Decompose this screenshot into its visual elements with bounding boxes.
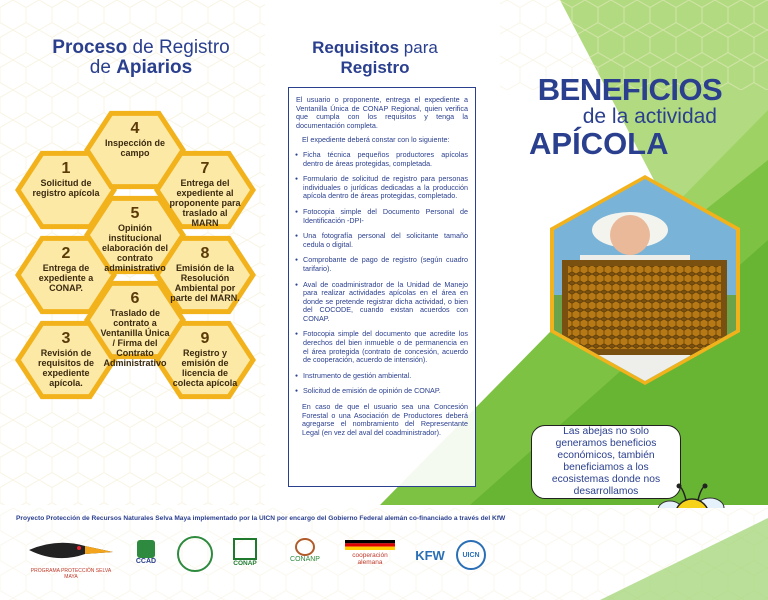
process-step-number: 1	[61, 160, 71, 177]
requirement-item: ● Solicitud de emisión de opinión de CONAP.	[296, 387, 468, 396]
process-step-number: 5	[130, 205, 140, 222]
benefits-title	[515, 74, 745, 160]
process-step-number: 2	[61, 245, 71, 262]
toucan-icon	[27, 536, 115, 566]
process-step-label: Traslado de contrato a Ventanilla Única / Firma del Contrato Administrativo	[100, 308, 170, 368]
process-step	[30, 330, 102, 388]
footer-credit: Proyecto Protección de Recursos Naturales Selva Maya implementado por la UICN por encargo del Gobierno Federal alemán co-financiado a través del KfW	[16, 515, 506, 522]
conanp-logo	[280, 538, 330, 563]
ccad-emblem-icon	[137, 540, 155, 558]
process-step-label: Opinión institucional elaboración del contrato administrativo	[101, 223, 169, 273]
kfw-logo-text: KFW	[415, 548, 445, 563]
requirements-title-line2: Registro	[340, 58, 410, 77]
ccad-logo	[128, 540, 164, 565]
process-step	[30, 245, 102, 293]
beekeeper-photo	[540, 175, 750, 385]
flag-icon	[345, 540, 395, 550]
requirements-intro: El usuario o proponente, entrega el expediente a Ventanilla Única de CONAP Regional, quien verifica que cumpla con los requisitos y tenga la documentación completa.	[296, 95, 468, 130]
process-step-label: Registro y emisión de licencia de colecta apícola	[172, 348, 238, 388]
seal-logo-icon	[175, 536, 215, 576]
requirements-list	[296, 151, 468, 396]
requirements-closing: En caso de que el usuario sea una Concesión Forestal o una Asociación de Productores deberá agregarse el nombramiento del Representante Legal (en vez del aval del coadministrador).	[302, 402, 468, 437]
process-step-number: 9	[200, 330, 210, 347]
process-step	[99, 205, 171, 273]
process-step-label: Revisión de requisitos de expediente apícola.	[37, 348, 94, 388]
process-title-word4: Apiarios	[116, 57, 193, 78]
process-step	[99, 290, 171, 368]
process-step	[169, 330, 241, 388]
requirement-item: ● Aval de coadministrador de la Unidad de Manejo para realizar actividades apícolas en el área en donde se pretende registrar dicha actividad, o bien del COCODE, cuando existan acuerdos con CONAP.	[296, 281, 468, 324]
selva-maya-logo	[26, 536, 116, 580]
conanp-logo-text: CONANP	[290, 556, 320, 563]
requirements-title-bold: Requisitos	[312, 38, 400, 57]
requirement-item: ● Fotocopia simple del Documento Personal de Identificación -DPI-	[296, 208, 468, 225]
coop-line2: alemana	[357, 559, 383, 566]
speech-bubble-text: Las abejas no solo generamos beneficios económicos, también beneficiamos a los ecosistemas donde nos desarrollamos	[551, 426, 661, 497]
process-step-label: Entrega del expediente al proponente para traslado al MARN	[169, 178, 241, 228]
process-step	[30, 160, 102, 198]
process-step	[169, 245, 241, 303]
uicn-circle-icon	[456, 540, 486, 570]
requirement-item: ● Comprobante de pago de registro (según cuadro tarifario).	[296, 256, 468, 273]
conap-logo	[228, 538, 262, 567]
conap-emblem-icon	[233, 538, 257, 560]
requirement-item: ● Formulario de solicitud de registro para personas individuales o jurídicas dedicadas a la producción apícola dentro de áreas protegidas, completado.	[296, 175, 468, 201]
selva-maya-logo-text: PROGRAMA PROTECCIÓN SELVA MAYA	[30, 568, 112, 580]
process-step-number: 6	[130, 290, 140, 307]
process-title-word2: de Registro	[132, 37, 230, 58]
conap-logo-text: CONAP	[233, 560, 257, 567]
process-title-word3: de	[89, 57, 111, 78]
requirements-title	[290, 38, 460, 78]
uicn-logo-text: UICN	[462, 551, 480, 559]
uicn-logo	[456, 540, 490, 570]
process-step-number: 3	[61, 330, 71, 347]
process-step-label: Inspección de campo	[104, 138, 166, 158]
requirement-item: ● Una fotografía personal del solicitante tamaño cedula o digital.	[296, 232, 468, 249]
process-step	[99, 120, 171, 158]
requirement-item: ● Ficha técnica pequeños productores apícolas dentro de áreas protegidas, completada.	[296, 151, 468, 168]
conanp-emblem-icon	[295, 538, 315, 556]
process-step-number: 8	[200, 245, 210, 262]
requirements-box	[288, 87, 476, 487]
process-title-word1: Proceso	[52, 37, 128, 58]
process-step-number: 7	[200, 160, 210, 177]
kfw-logo	[410, 548, 450, 563]
benefits-title-line1: BENEFICIOS	[537, 72, 723, 107]
ccad-logo-text: CCAD	[135, 558, 157, 565]
process-step-label: Solicitud de registro apícola	[32, 178, 100, 198]
requirement-item: ● Fotocopia simple del documento que acredite los derechos del bien inmueble o de permanencia en el área protegida (contrato de concesión, acuerdo de cooperación, acuerdo de intensión).	[296, 330, 468, 364]
requirements-title-rest: para	[403, 38, 438, 57]
cooperacion-alemana-logo	[342, 540, 398, 566]
process-step-number: 4	[130, 120, 140, 137]
requirements-intro2: El expediente deberá constar con lo siguiente:	[302, 135, 450, 145]
benefits-title-line2: de la actividad	[582, 105, 717, 128]
coop-line1: cooperación	[352, 552, 388, 559]
process-step-label: Entrega de expediente a CONAP.	[38, 263, 94, 293]
process-step	[169, 160, 241, 228]
benefits-title-line3: APÍCOLA	[529, 126, 669, 161]
requirement-item: ● Instrumento de gestión ambiental.	[296, 372, 468, 381]
process-step-label: Emisión de la Resolución Ambiental por parte del MARN.	[170, 263, 240, 303]
